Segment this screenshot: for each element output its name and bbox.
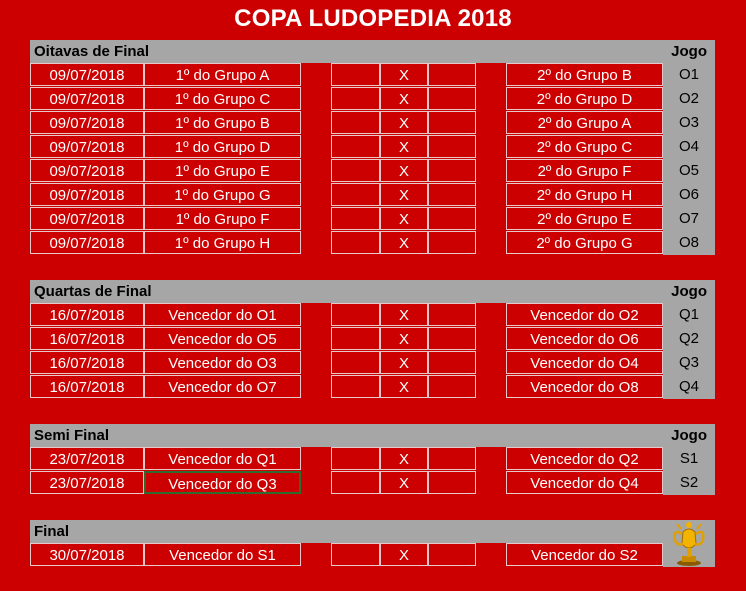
game-code-cell[interactable]: S1	[663, 447, 715, 471]
date-cell[interactable]: 09/07/2018	[30, 63, 144, 86]
home-score-cell[interactable]	[331, 351, 380, 374]
away-team-cell[interactable]: 2º do Grupo H	[506, 183, 663, 206]
home-score-cell[interactable]	[331, 471, 380, 494]
date-cell[interactable]: 23/07/2018	[30, 447, 144, 470]
versus-cell[interactable]: X	[380, 543, 428, 566]
section-header	[30, 424, 715, 447]
date-cell[interactable]: 09/07/2018	[30, 135, 144, 158]
versus-cell[interactable]: X	[380, 447, 428, 470]
date-cell[interactable]: 09/07/2018	[30, 183, 144, 206]
game-code-cell[interactable]: O7	[663, 207, 715, 231]
home-score-cell[interactable]	[331, 183, 380, 206]
game-code-cell[interactable]: O3	[663, 111, 715, 135]
home-score-cell[interactable]	[331, 87, 380, 110]
date-cell[interactable]: 16/07/2018	[30, 327, 144, 350]
section-title: Semi Final	[34, 427, 110, 444]
game-code-cell[interactable]: Q2	[663, 327, 715, 351]
away-score-cell[interactable]	[428, 135, 476, 158]
versus-cell[interactable]: X	[380, 375, 428, 398]
away-score-cell[interactable]	[428, 111, 476, 134]
versus-cell[interactable]: X	[380, 327, 428, 350]
jogo-header: Jogo	[671, 283, 707, 300]
home-team-cell[interactable]: Vencedor do Q1	[144, 447, 301, 470]
away-score-cell[interactable]	[428, 159, 476, 182]
home-score-cell[interactable]	[331, 447, 380, 470]
versus-cell[interactable]: X	[380, 303, 428, 326]
away-score-cell[interactable]	[428, 543, 476, 566]
match-row	[30, 111, 715, 135]
away-score-cell[interactable]	[428, 447, 476, 470]
match-row	[30, 207, 715, 231]
section-title: Quartas de Final	[34, 283, 152, 300]
home-team-cell[interactable]: Vencedor do S1	[144, 543, 301, 566]
date-cell[interactable]: 30/07/2018	[30, 543, 144, 566]
home-team-cell[interactable]: 1º do Grupo E	[144, 159, 301, 182]
away-score-cell[interactable]	[428, 327, 476, 350]
versus-cell[interactable]: X	[380, 135, 428, 158]
home-score-cell[interactable]	[331, 327, 380, 350]
home-team-cell[interactable]: 1º do Grupo G	[144, 183, 301, 206]
away-team-cell[interactable]: Vencedor do O4	[506, 351, 663, 374]
away-score-cell[interactable]	[428, 87, 476, 110]
game-code-cell[interactable]: Q1	[663, 303, 715, 327]
home-score-cell[interactable]	[331, 303, 380, 326]
section-header	[30, 40, 715, 63]
home-score-cell[interactable]	[331, 135, 380, 158]
away-team-cell[interactable]: 2º do Grupo G	[506, 231, 663, 254]
trophy-cell	[663, 520, 715, 567]
home-team-cell[interactable]: 1º do Grupo D	[144, 135, 301, 158]
trophy-icon	[663, 520, 715, 567]
section-quartas	[30, 280, 715, 399]
home-team-cell[interactable]: Vencedor do O7	[144, 375, 301, 398]
jogo-header: Jogo	[671, 43, 707, 60]
versus-cell[interactable]: X	[380, 231, 428, 254]
date-cell[interactable]: 09/07/2018	[30, 111, 144, 134]
game-code-cell[interactable]: O1	[663, 63, 715, 87]
home-score-cell[interactable]	[331, 231, 380, 254]
away-team-cell[interactable]: Vencedor do O8	[506, 375, 663, 398]
date-cell[interactable]: 09/07/2018	[30, 231, 144, 254]
away-team-cell[interactable]: 2º do Grupo A	[506, 111, 663, 134]
home-team-cell[interactable]: 1º do Grupo A	[144, 63, 301, 86]
away-team-cell[interactable]: 2º do Grupo F	[506, 159, 663, 182]
match-row	[30, 87, 715, 111]
match-row	[30, 327, 715, 351]
home-team-cell[interactable]: Vencedor do O1	[144, 303, 301, 326]
home-team-cell[interactable]: 1º do Grupo B	[144, 111, 301, 134]
away-team-cell[interactable]: Vencedor do O2	[506, 303, 663, 326]
away-team-cell[interactable]: 2º do Grupo D	[506, 87, 663, 110]
section-header	[30, 520, 715, 543]
game-code-cell[interactable]: Q4	[663, 375, 715, 399]
match-row	[30, 375, 715, 399]
away-score-cell[interactable]	[428, 183, 476, 206]
home-team-cell[interactable]: 1º do Grupo F	[144, 207, 301, 230]
date-cell[interactable]: 09/07/2018	[30, 87, 144, 110]
match-row	[30, 447, 715, 471]
home-team-cell-selected[interactable]: Vencedor do Q3	[144, 471, 301, 494]
match-row	[30, 303, 715, 327]
versus-cell[interactable]: X	[380, 63, 428, 86]
game-code-cell[interactable]: S2	[663, 471, 715, 495]
away-team-cell[interactable]: Vencedor do O6	[506, 327, 663, 350]
away-score-cell[interactable]	[428, 207, 476, 230]
away-score-cell[interactable]	[428, 303, 476, 326]
date-cell[interactable]: 09/07/2018	[30, 159, 144, 182]
home-score-cell[interactable]	[331, 159, 380, 182]
section-oitavas	[30, 40, 715, 255]
section-final	[30, 520, 715, 567]
home-team-cell[interactable]: Vencedor do O3	[144, 351, 301, 374]
home-score-cell[interactable]	[331, 63, 380, 86]
date-cell[interactable]: 09/07/2018	[30, 207, 144, 230]
section-title: Oitavas de Final	[34, 43, 150, 60]
versus-cell[interactable]: X	[380, 207, 428, 230]
away-team-cell[interactable]: 2º do Grupo C	[506, 135, 663, 158]
section-semi	[30, 424, 715, 495]
match-row	[30, 159, 715, 183]
versus-cell[interactable]: X	[380, 183, 428, 206]
home-score-cell[interactable]	[331, 543, 380, 566]
match-row	[30, 543, 715, 567]
home-team-cell[interactable]: 1º do Grupo H	[144, 231, 301, 254]
section-title: Final	[34, 523, 70, 540]
match-row	[30, 471, 715, 495]
home-team-cell[interactable]: 1º do Grupo C	[144, 87, 301, 110]
date-cell[interactable]: 16/07/2018	[30, 375, 144, 398]
game-code-cell[interactable]: O6	[663, 183, 715, 207]
away-team-cell[interactable]: Vencedor do S2	[506, 543, 663, 566]
versus-cell[interactable]: X	[380, 159, 428, 182]
game-code-cell[interactable]: O8	[663, 231, 715, 255]
game-code-cell[interactable]: O2	[663, 87, 715, 111]
date-cell[interactable]: 23/07/2018	[30, 471, 144, 494]
versus-cell[interactable]: X	[380, 351, 428, 374]
home-team-cell[interactable]: Vencedor do O5	[144, 327, 301, 350]
versus-cell[interactable]: X	[380, 111, 428, 134]
page-title: COPA LUDOPEDIA 2018	[234, 5, 512, 32]
away-score-cell[interactable]	[428, 471, 476, 494]
section-header	[30, 280, 715, 303]
game-code-cell[interactable]: Q3	[663, 351, 715, 375]
home-score-cell[interactable]	[331, 111, 380, 134]
game-code-cell[interactable]: O4	[663, 135, 715, 159]
away-team-cell[interactable]: Vencedor do Q4	[506, 471, 663, 494]
away-team-cell[interactable]: Vencedor do Q2	[506, 447, 663, 470]
home-score-cell[interactable]	[331, 207, 380, 230]
versus-cell[interactable]: X	[380, 471, 428, 494]
jogo-header: Jogo	[671, 427, 707, 444]
away-score-cell[interactable]	[428, 63, 476, 86]
date-cell[interactable]: 16/07/2018	[30, 351, 144, 374]
away-score-cell[interactable]	[428, 375, 476, 398]
versus-cell[interactable]: X	[380, 87, 428, 110]
away-score-cell[interactable]	[428, 231, 476, 254]
date-cell[interactable]: 16/07/2018	[30, 303, 144, 326]
game-code-cell[interactable]: O5	[663, 159, 715, 183]
match-row	[30, 183, 715, 207]
match-row	[30, 351, 715, 375]
match-row	[30, 135, 715, 159]
match-row	[30, 63, 715, 87]
away-team-cell[interactable]: 2º do Grupo B	[506, 63, 663, 86]
away-team-cell[interactable]: 2º do Grupo E	[506, 207, 663, 230]
away-score-cell[interactable]	[428, 351, 476, 374]
home-score-cell[interactable]	[331, 375, 380, 398]
match-row	[30, 231, 715, 255]
